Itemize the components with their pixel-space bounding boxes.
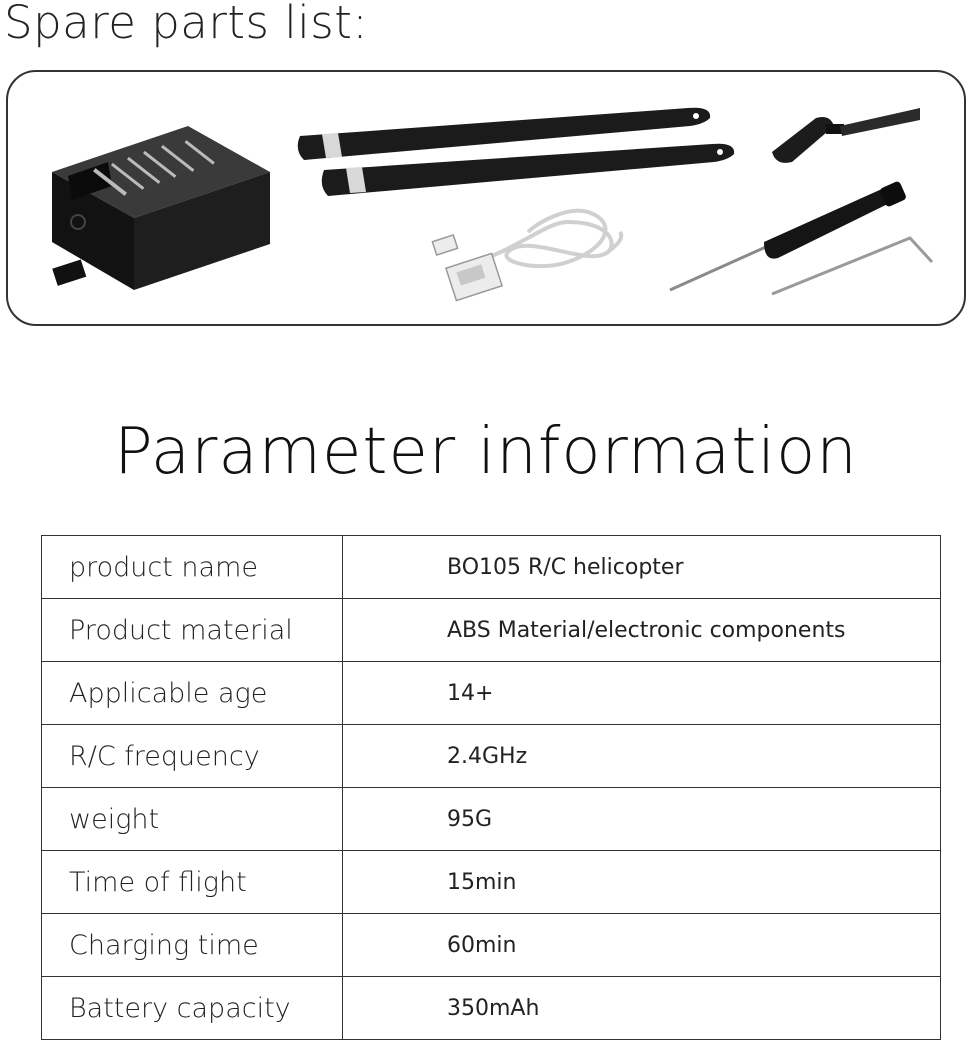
param-label: product name [42, 536, 343, 599]
screwdriver-icon [670, 180, 907, 290]
param-label: Charging time [42, 914, 343, 977]
param-value: 60min [343, 914, 941, 977]
param-label: Time of flight [42, 851, 343, 914]
param-value: 2.4GHz [343, 725, 941, 788]
table-row [42, 725, 941, 788]
table-row [42, 662, 941, 725]
param-value: 14+ [343, 662, 941, 725]
table-row [42, 977, 941, 1040]
param-value: 15min [343, 851, 941, 914]
param-value: 350mAh [343, 977, 941, 1040]
table-row [42, 851, 941, 914]
param-value: BO105 R/C helicopter [343, 536, 941, 599]
battery-icon [52, 126, 270, 290]
param-label: Product material [42, 599, 343, 662]
table-row [42, 914, 941, 977]
param-value: 95G [343, 788, 941, 851]
usb-cable-icon [432, 211, 621, 301]
table-row [42, 788, 941, 851]
table-row [42, 536, 941, 599]
parameter-title: Parameter information [114, 415, 858, 489]
parameter-table [41, 535, 941, 1040]
param-value: ABS Material/electronic components [343, 599, 941, 662]
spare-parts-panel [6, 70, 966, 326]
table-row [42, 599, 941, 662]
param-label: Battery capacity [42, 977, 343, 1040]
param-label: weight [42, 788, 343, 851]
tail-rotor-icon [772, 108, 920, 163]
spare-parts-illustration [8, 72, 968, 328]
param-label: Applicable age [42, 662, 343, 725]
param-label: R/C frequency [42, 725, 343, 788]
spare-parts-title: Spare parts list: [4, 0, 368, 49]
